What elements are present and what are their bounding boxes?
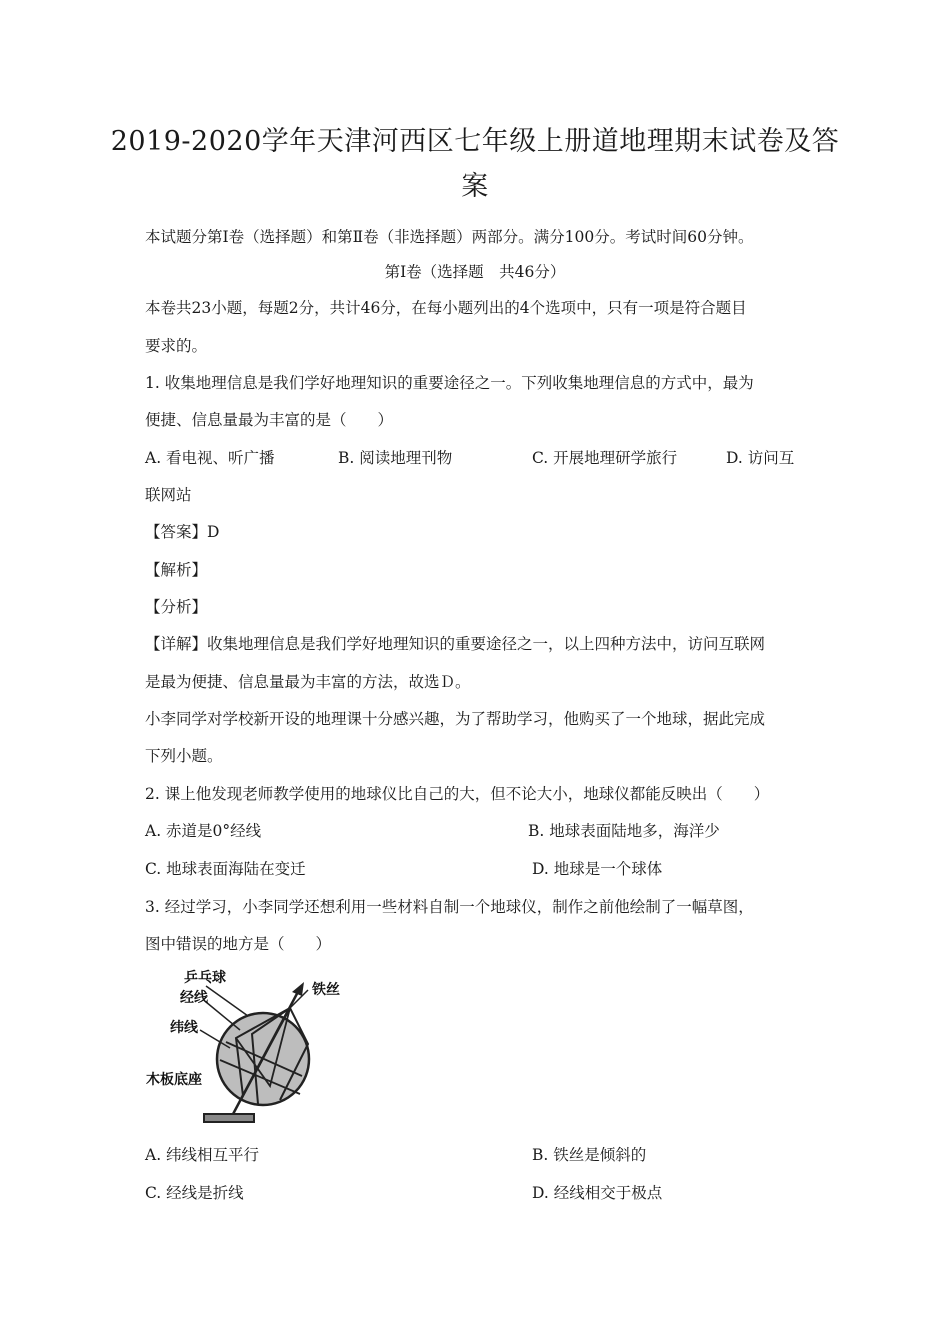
context-1: 小李同学对学校新开设的地理课十分感兴趣，为了帮助学习，他购买了一个地球，据此完成 — [145, 710, 766, 728]
q1-option-c: C. 开展地理研学旅行 — [532, 449, 678, 467]
wooden-base — [204, 1114, 254, 1122]
section-desc-1: 本卷共23小题，每题2分，共计46分，在每小题列出的4个选项中，只有一项是符合题目 — [145, 299, 747, 317]
q2-option-b: B. 地球表面陆地多，海洋少 — [528, 822, 720, 840]
q1-option-d-cont: 联网站 — [145, 486, 192, 504]
wire-arrow — [292, 982, 304, 996]
title-line-2: 案 — [461, 171, 489, 202]
q3-option-b: B. 铁丝是倾斜的 — [532, 1146, 647, 1164]
q2-stem: 2. 课上他发现老师教学使用的地球仪比自己的大，但不论大小，地球仪都能反映出（ ） — [145, 785, 770, 803]
q2-option-c: C. 地球表面海陆在变迁 — [145, 860, 306, 878]
label-jingxian: 经线 — [180, 990, 208, 1006]
q2-option-a: A. 赤道是0°经线 — [145, 822, 262, 840]
section-title: 第Ⅰ卷（选择题 共46分） — [384, 263, 566, 281]
q1-stem-2: 便捷、信息量最为丰富的是（ ） — [145, 411, 394, 429]
q1-detail-2: 是最为便捷、信息量最为丰富的方法，故选Ｄ。 — [145, 673, 471, 691]
label-base: 木板底座 — [146, 1072, 202, 1088]
q3-stem-1: 3. 经过学习，小李同学还想利用一些材料自制一个地球仪，制作之前他绘制了一幅草图， — [145, 898, 754, 916]
label-weixian: 纬线 — [170, 1020, 198, 1036]
q1-stem-1: 1. 收集地理信息是我们学好地理知识的重要途径之一。下列收集地理信息的方式中，最为 — [145, 374, 754, 392]
label-pingpong: 乒乓球 — [184, 970, 226, 986]
q1-option-d: D. 访问互 — [726, 449, 795, 467]
title-line-1: 2019-2020学年天津河西区七年级上册道地理期末试卷及答 — [110, 126, 840, 157]
q1-answer: 【答案】D — [145, 523, 220, 541]
q3-option-c: C. 经线是折线 — [145, 1184, 244, 1202]
q1-option-b: B. 阅读地理刊物 — [338, 449, 453, 467]
q1-detail-1: 【详解】收集地理信息是我们学好地理知识的重要途径之一，以上四种方法中，访问互联网 — [145, 635, 766, 653]
globe-sketch — [140, 964, 360, 1126]
section-desc-2: 要求的。 — [145, 337, 208, 355]
q3-option-d: D. 经线相交于极点 — [532, 1184, 663, 1202]
context-2: 下列小题。 — [145, 747, 223, 765]
intro-text: 本试题分第Ⅰ卷（选择题）和第Ⅱ卷（非选择题）两部分。满分100分。考试时间60分钟。 — [145, 228, 754, 246]
label-tiesi: 铁丝 — [312, 982, 340, 998]
q3-option-a: A. 纬线相互平行 — [145, 1146, 260, 1164]
leader-pingpong — [206, 986, 248, 1016]
globe-sketch-figure — [140, 964, 360, 1126]
q1-option-a: A. 看电视、听广播 — [145, 449, 275, 467]
q3-stem-2: 图中错误的地方是（ ） — [145, 935, 332, 953]
q1-fenxi: 【分析】 — [145, 598, 208, 616]
q1-jiexi: 【解析】 — [145, 561, 208, 579]
q2-option-d: D. 地球是一个球体 — [532, 860, 663, 878]
